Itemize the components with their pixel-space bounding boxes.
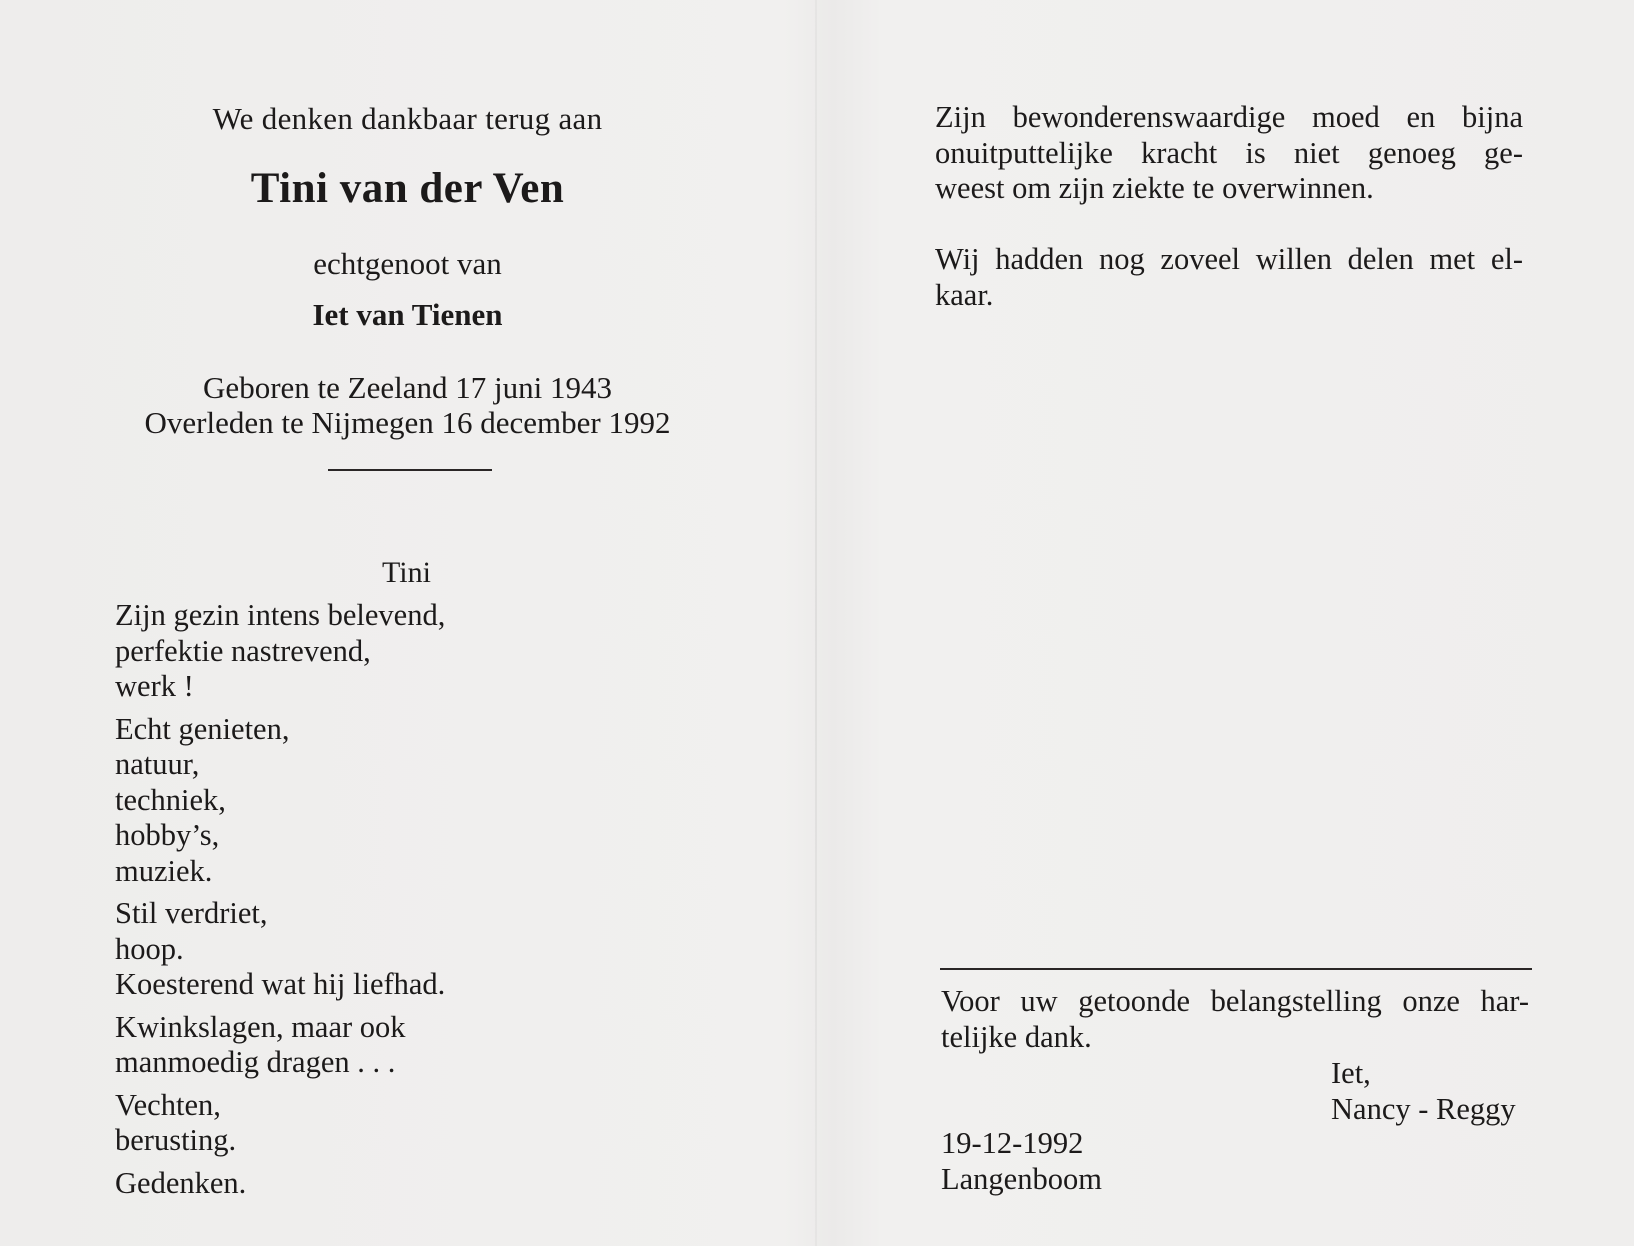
poem-line: Koesterend wat hij liefhad.	[115, 967, 446, 1001]
paragraph-line: Wij hadden nog zoveel willen delen met el-	[935, 242, 1523, 276]
poem-line: hobby’s,	[115, 818, 220, 852]
poem-title: Tini	[382, 556, 431, 589]
signature	[1331, 1056, 1516, 1127]
poem-stanza	[115, 1010, 445, 1081]
poem-line: hoop.	[115, 931, 184, 966]
signature-line: Nancy - Reggy	[1331, 1091, 1516, 1126]
paragraph-line: onuitputtelijke kracht is niet genoeg ge-	[935, 135, 1523, 170]
paragraph-line: weest om zijn ziekte te overwinnen.	[935, 171, 1374, 205]
poem-line: manmoedig dragen . . .	[115, 1045, 396, 1079]
poem-stanza	[115, 712, 445, 890]
poem-stanza	[115, 598, 445, 705]
tribute-paragraph	[935, 242, 1523, 313]
poem-line: muziek.	[115, 853, 213, 888]
poem-line: natuur,	[115, 747, 200, 781]
birth-line: Geboren te Zeeland 17 juni 1943	[203, 370, 612, 405]
poem	[115, 598, 445, 1208]
intro-text: We denken dankbaar terug aan	[212, 101, 603, 136]
signature-line: Iet,	[1331, 1056, 1371, 1090]
death-line: Overleden te Nijmegen 16 december 1992	[144, 405, 671, 440]
thanks-line: telijke dank.	[941, 1019, 1092, 1054]
thanks-text	[941, 984, 1529, 1055]
poem-line: berusting.	[115, 1123, 237, 1157]
poem-line: werk !	[115, 669, 194, 703]
tribute-paragraph	[935, 100, 1523, 207]
poem-line: perfektie nastrevend,	[115, 633, 371, 668]
left-panel	[0, 0, 815, 1246]
date: 19-12-1992	[941, 1126, 1084, 1160]
poem-stanza	[115, 1166, 445, 1202]
paragraph-line: Zijn bewonderenswaardige moed en bijna	[935, 100, 1523, 134]
poem-line: techniek,	[115, 782, 226, 817]
thanks-line: Voor uw getoonde belangstelling onze har-	[941, 984, 1529, 1018]
place: Langenboom	[941, 1161, 1102, 1196]
poem-stanza	[115, 1088, 445, 1159]
divider	[940, 968, 1532, 970]
poem-stanza	[115, 896, 445, 1003]
spouse-name: Iet van Tienen	[312, 297, 503, 332]
divider	[328, 469, 492, 471]
poem-line: Stil verdriet,	[115, 896, 268, 930]
poem-line: Gedenken.	[115, 1165, 247, 1200]
poem-line: Vechten,	[115, 1087, 221, 1122]
paragraph-line: kaar.	[935, 277, 994, 312]
poem-line: Echt genieten,	[115, 711, 290, 746]
poem-line: Zijn gezin intens belevend,	[115, 598, 446, 632]
poem-line: Kwinkslagen, maar ook	[115, 1009, 406, 1044]
deceased-name: Tini van der Ven	[250, 165, 565, 212]
date-place	[941, 1126, 1102, 1197]
spouse-label: echtgenoot van	[313, 246, 502, 281]
